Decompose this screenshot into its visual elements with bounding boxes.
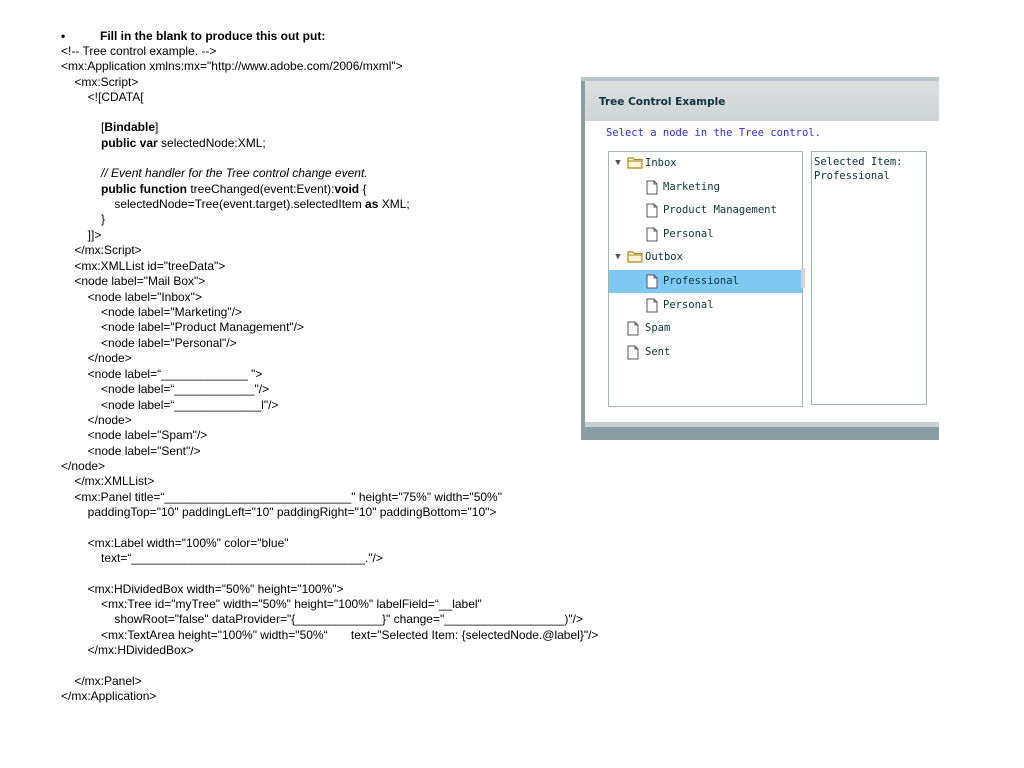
code-segment: { [359, 182, 367, 196]
code-line [61, 643, 194, 658]
document-icon [627, 321, 639, 339]
tree-item-sent[interactable] [609, 341, 802, 364]
code-line [61, 336, 237, 351]
code-line [61, 490, 502, 505]
code-line [61, 628, 598, 643]
code-segment: Bindable [104, 120, 156, 134]
code-line [61, 305, 242, 320]
document-icon [646, 298, 658, 316]
tree-item-spam[interactable] [609, 317, 802, 340]
code-segment: public var [101, 136, 158, 150]
code-line [61, 259, 225, 274]
code-line [61, 413, 132, 428]
code-line [61, 597, 482, 612]
code-segment: <!-- Tree control example. --> [61, 44, 217, 58]
code-segment: </mx:XMLList> [61, 474, 155, 488]
tree-item-label: Inbox [645, 157, 677, 169]
document-icon [627, 345, 639, 363]
code-line [61, 474, 154, 489]
code-line [61, 612, 583, 627]
code-line [61, 182, 366, 197]
code-segment: </mx:Script> [61, 243, 142, 257]
tree-item-personal[interactable] [609, 294, 802, 317]
code-line [61, 136, 266, 151]
code-segment [61, 182, 101, 196]
code-segment: <mx:XMLList id="treeData"> [61, 259, 226, 273]
code-line [61, 212, 105, 227]
code-line [61, 459, 105, 474]
code-line [61, 75, 138, 90]
document-icon [646, 180, 658, 198]
code-line [61, 228, 101, 243]
code-line [61, 398, 278, 413]
panel-title: Tree Control Example [599, 96, 726, 108]
code-segment: text=“___________________________________."/> [61, 551, 383, 565]
tree-control-panel [581, 77, 939, 440]
code-segment: <node label="Mail Box"> [61, 274, 206, 288]
code-segment: </node> [61, 351, 132, 365]
panel-header [585, 81, 939, 121]
code-segment: public function [101, 182, 188, 196]
bullet: • [61, 29, 66, 43]
disclosure-arrow-icon[interactable]: ▼ [615, 252, 621, 263]
exercise-title: Fill in the blank to produce this out put: [100, 29, 326, 43]
code-line [61, 44, 216, 59]
tree-item-label: Personal [663, 227, 714, 240]
tree-item-personal[interactable] [609, 223, 802, 246]
disclosure-arrow-icon[interactable]: ▼ [615, 158, 621, 168]
code-line [61, 59, 403, 74]
prompt-label: Select a node in the Tree control. [606, 127, 821, 139]
code-segment: <mx:Application xmlns:mx="http://www.adobe.com/2006/mxml"> [61, 59, 403, 73]
code-line [61, 444, 201, 459]
selected-item-textarea[interactable] [811, 151, 927, 405]
code-segment: <node label="Product Management"/> [61, 320, 304, 334]
code-line [61, 320, 304, 335]
tree-item-product-management[interactable] [609, 199, 802, 222]
folder-icon [627, 156, 643, 172]
code-line [61, 197, 410, 212]
tree-control[interactable] [608, 151, 803, 407]
code-segment: [ [61, 120, 105, 134]
code-line [61, 689, 156, 704]
code-segment: paddingTop="10" paddingLeft="10" paddingRight="10" paddingBottom="10"> [61, 505, 497, 519]
code-line [61, 382, 269, 397]
document-icon [646, 274, 658, 292]
code-line [61, 536, 289, 551]
code-segment: <mx:Label width="100%" color="blue" [61, 536, 289, 550]
tree-item-label: Sent [645, 345, 671, 358]
code-segment: </node> [61, 413, 132, 427]
code-line [61, 351, 132, 366]
code-segment: <node label="Personal"/> [61, 336, 237, 350]
code-segment [61, 136, 101, 150]
code-line [61, 505, 496, 520]
document-icon [646, 203, 658, 221]
code-line [61, 428, 207, 443]
code-line [61, 551, 383, 566]
code-line [61, 367, 262, 382]
code-segment: void [334, 182, 360, 196]
tree-item-professional[interactable] [609, 270, 802, 293]
code-segment: <mx:Tree id="myTree" width="50%" height="100%" labelField=“__label" [61, 597, 482, 611]
code-line [61, 290, 202, 305]
code-segment: // Event handler for the Tree control change event. [61, 166, 368, 180]
tree-item-label: Product Management [663, 204, 777, 217]
code-line [61, 274, 205, 289]
code-segment: ] [155, 120, 159, 134]
code-segment: <node label="Inbox"> [61, 290, 202, 304]
code-segment: XML; [378, 197, 410, 211]
tree-item-label: Marketing [663, 180, 720, 193]
document-icon [646, 227, 658, 245]
code-line [61, 582, 344, 597]
code-line [61, 120, 158, 135]
code-segment: </node> [61, 459, 106, 473]
tree-item-inbox[interactable] [609, 152, 802, 175]
tree-item-label: Professional [663, 275, 739, 287]
code-segment: <mx:HDividedBox width="50%" height="100%"> [61, 582, 344, 596]
code-segment: <![CDATA[ [61, 90, 144, 104]
selected-item-label: Selected Item: [814, 156, 903, 168]
code-segment: selectedNode:XML; [157, 136, 266, 150]
code-segment: </mx:Panel> [61, 674, 142, 688]
tree-item-outbox[interactable] [609, 246, 802, 269]
code-segment: </mx:HDividedBox> [61, 643, 194, 657]
code-segment: selectedNode=Tree(event.target).selectedItem [61, 197, 366, 211]
tree-item-label: Spam [645, 322, 671, 335]
code-segment: as [365, 197, 379, 211]
code-segment: </mx:Application> [61, 689, 157, 703]
code-segment: <node label="Sent"/> [61, 444, 201, 458]
code-segment: <node label=“_____________l"/> [61, 398, 279, 412]
code-line [61, 674, 142, 689]
code-segment: showRoot="false" dataProvider="{_____________}" change="__________________)"/> [61, 612, 583, 626]
code-segment: } [61, 212, 106, 226]
tree-item-label: Outbox [645, 251, 683, 264]
folder-icon [627, 250, 643, 266]
code-segment: <mx:Panel title=“____________________________" height="75%" width="50%" [61, 490, 502, 504]
code-segment: <node label=“_____________ "> [61, 367, 263, 381]
selected-item-value: Professional [814, 170, 890, 182]
code-segment: <node label="Marketing"/> [61, 305, 242, 319]
code-segment: <mx:TextArea height="100%" width="50%“ text="Selected Item: {selectedNode.@label}"/> [61, 628, 599, 642]
code-line [61, 90, 144, 105]
code-segment: treeChanged(event:Event): [187, 182, 335, 196]
code-segment: ]]> [61, 228, 102, 242]
tree-item-marketing[interactable] [609, 176, 802, 199]
panel-footer [585, 422, 939, 427]
code-line [61, 166, 368, 181]
code-segment: <node label="Spam"/> [61, 428, 208, 442]
code-line [61, 243, 142, 258]
tree-item-label: Personal [663, 298, 714, 311]
tree-divider-handle[interactable] [801, 268, 805, 288]
code-segment: <mx:Script> [61, 75, 139, 89]
code-segment: <node label=“____________"/> [61, 382, 270, 396]
